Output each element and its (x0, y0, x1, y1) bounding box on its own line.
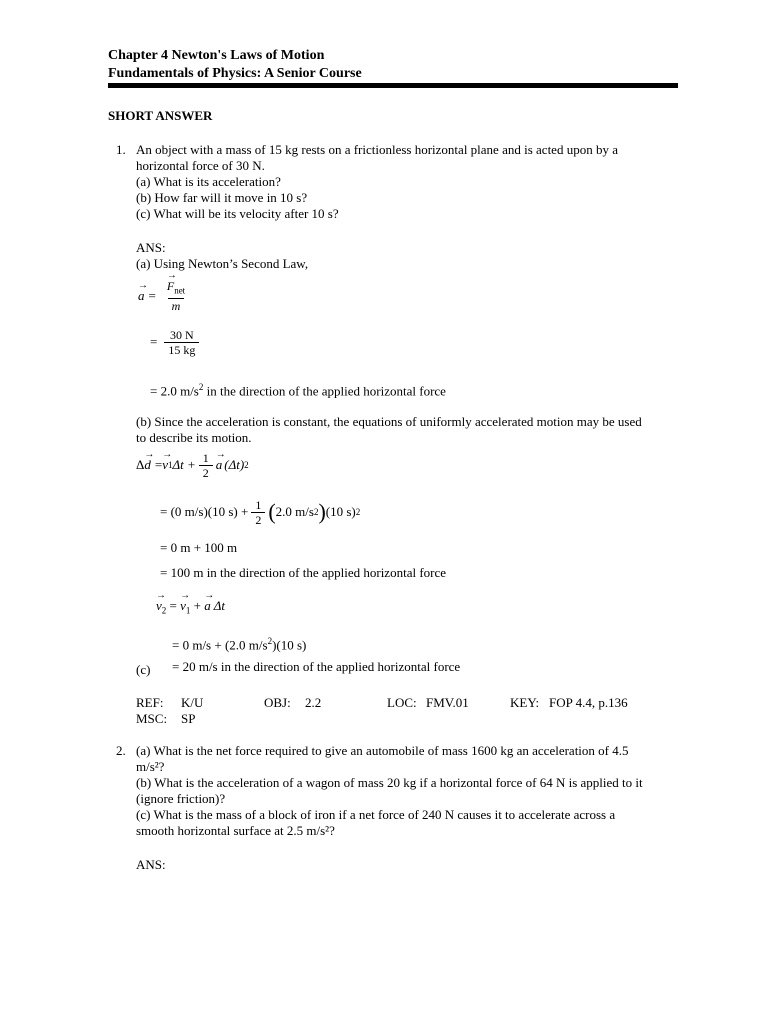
question-2-part-a-line2: m/s²? (136, 759, 165, 774)
book-title: Fundamentals of Physics: A Senior Course (108, 66, 362, 81)
ref-value: K/U (181, 695, 204, 710)
answer-label-2: ANS: (136, 857, 166, 872)
force-vector: → F (167, 279, 174, 293)
chapter-title: Chapter 4 Newton's Laws of Motion (108, 48, 325, 63)
question-number-2: 2. (116, 743, 126, 758)
mass-symbol: m (168, 298, 185, 313)
question-2-part-c-line1: (c) What is the mass of a block of iron if a net force of 240 N causes it to accelerate across a (136, 807, 616, 822)
question-1-text-line2: horizontal force of 30 N. (136, 158, 265, 173)
equation-acceleration-result: = 2.0 $m/s^2$ in the direction of the applied horizontal force (150, 382, 446, 399)
equation-velocity-substitution: = 0 m/s + (2.0 $m/s^2)(10$ s) (172, 636, 307, 653)
key-value: FOP 4.4, p.136 (549, 695, 628, 710)
equation-displacement-sum: = 0 m + 100 m (160, 540, 238, 555)
question-1-text-line1: An object with a mass of 15 kg rests on a frictionless horizontal plane and is acted upon by a (136, 142, 618, 157)
acceleration-vector-2: → a (216, 457, 223, 473)
equation-displacement-result: = 100 m in the direction of the applied horizontal force (160, 565, 447, 580)
loc-value: FMV.01 (426, 695, 469, 710)
question-2-part-c-line2: smooth horizontal surface at 2.5 m/s²? (136, 823, 335, 838)
equation-newton-second-law: → a = → $\frac{F_{net}}{m}$ (138, 276, 192, 316)
answer-1a-intro: (a) Using Newton’s Second Law, (136, 256, 309, 271)
question-2-part-a-line1: (a) What is the net force required to give an automobile of mass 1600 kg an acceleration of 4.5 (136, 743, 629, 758)
equation-velocity-result: = 20 m/s in the direction of the applied horizontal force (172, 659, 461, 674)
ref-label: REF: (136, 695, 164, 710)
header-rule (108, 83, 678, 88)
equation-final-velocity: → $v_2$ = → $v_1$ + → a Δt (156, 598, 225, 619)
initial-velocity-vector-2: → v (180, 598, 186, 614)
acceleration-vector: → a (138, 288, 145, 304)
equation-displacement: Δ → d = → v 1 Δt + $\frac{1}{2}$ → a (Δt) 2 (136, 446, 249, 484)
answer-1b-line2: to describe its motion. (136, 430, 252, 445)
displacement-vector: → d (144, 457, 151, 473)
question-1-part-c: (c) What will be its velocity after 10 s? (136, 206, 339, 221)
one-half-fraction-2: $\frac{1}{2}$ (251, 498, 265, 527)
final-velocity-vector: → v (156, 598, 162, 614)
answer-1b-line1: (b) Since the acceleration is constant, the equations of uniformly accelerated motion may be used (136, 414, 642, 429)
obj-value: 2.2 (305, 695, 322, 710)
answer-label-1: ANS: (136, 240, 166, 255)
obj-label: OBJ: (264, 695, 291, 710)
question-2-part-b-line2: (ignore friction)? (136, 791, 226, 806)
initial-velocity-vector: → v (162, 457, 168, 473)
question-number-1: 1. (116, 142, 126, 157)
answer-1c-label: (c) (136, 662, 151, 677)
force-subscript: net (174, 285, 186, 296)
one-half-fraction: $\frac{1}{2}$ (199, 451, 213, 480)
question-1-part-a: (a) What is its acceleration? (136, 174, 281, 189)
numerator-force: 30 N (170, 327, 194, 342)
force-over-mass-fraction (163, 279, 189, 312)
question-2-part-b-line1: (b) What is the acceleration of a wagon of mass 20 kg if a horizontal force of 64 N is applied to it (136, 775, 643, 790)
equation-substitution: = $\frac{30 N}{15 kg}$ (150, 322, 202, 362)
key-label: KEY: (510, 695, 540, 710)
numeric-fraction (164, 328, 199, 357)
msc-label: MSC: (136, 711, 168, 726)
msc-value: SP (181, 711, 196, 726)
equation-displacement-substitution: = (0 m/s)(10 s) + $\frac{1}{2}$ ( 2.0 m/s 2 ) (10 s) 2 (160, 497, 361, 527)
section-heading: SHORT ANSWER (108, 108, 213, 123)
acceleration-vector-3: → a (204, 598, 211, 614)
denominator-mass: 15 kg (164, 342, 199, 357)
question-1-part-b: (b) How far will it move in 10 s? (136, 190, 308, 205)
loc-label: LOC: (387, 695, 417, 710)
